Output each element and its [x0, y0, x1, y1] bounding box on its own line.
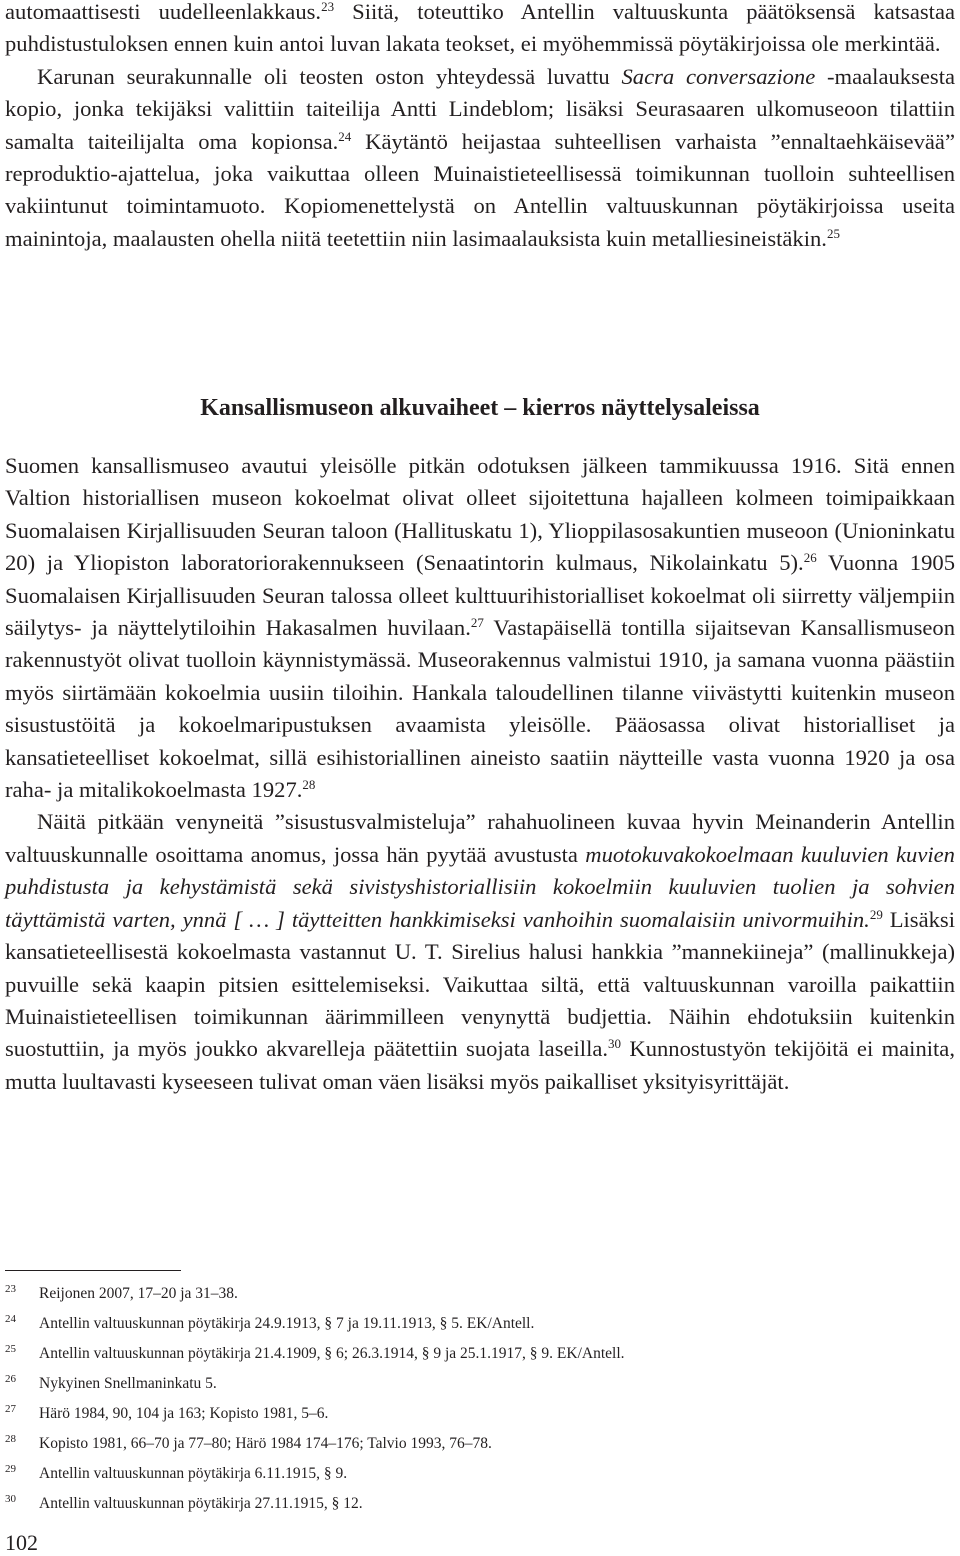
footnote [5, 1282, 955, 1312]
footnote-number: 27 [5, 1403, 16, 1415]
italic-quote: muotokuvakokoelmaan kuuluvien kuvien puhdistusta ja kehystämistä sekä sivistyshistoriallisiin kokoelmiin kuuluvien tuolien ja sohvien täyttämistä varten, ynnä [ … ] täytteitten hankkimiseksi vanhoihin suomalaisiin univormuihin. [5, 841, 955, 932]
text-run: Siitä, toteuttiko Antellin valtuuskunta päätöksensä katsastaa puhdistustuloksen ennen kuin antoi luvan lakata teokset, ei myöhemmissä pöytäkirjoissa ole merkintää. [5, 0, 956, 57]
footnote-ref-23[interactable]: 23 [321, 0, 335, 14]
footnote-text: Härö 1984, 90, 104 ja 163; Kopisto 1981, 5–6. [39, 1405, 329, 1422]
footnote [5, 1432, 955, 1462]
text-run: Käytäntö heijastaa suhteellisen varhaista ”ennaltaehkäisevää” reproduktio-ajattelua, joka vaikuttaa olleen Muinaistieteellisessä toimikunnan tuolloin suhteellisen vakiintunut toimintamuoto. Kopiomenettelystä on Antellin valtuuskunnan pöytäkirjoissa useita mainintoja, maalausten ohella niitä teetettiin niin lasimaalauksista kuin metalliesineistäkin. [5, 128, 955, 251]
footnote-text: Reijonen 2007, 17–20 ja 31–38. [39, 1285, 238, 1302]
footnote-text: Nykyinen Snellmaninkatu 5. [39, 1375, 217, 1392]
footnote-ref-30[interactable]: 30 [608, 1036, 622, 1052]
footnote [5, 1402, 955, 1432]
footnote [5, 1372, 955, 1402]
page-number: 102 [5, 1530, 38, 1555]
footnote-ref-24[interactable]: 24 [338, 128, 352, 144]
footnote-number: 28 [5, 1433, 16, 1445]
footnote [5, 1462, 955, 1492]
footnote-text: Antellin valtuuskunnan pöytäkirja 27.11.1915, § 12. [39, 1495, 363, 1512]
footnote-number: 25 [5, 1343, 16, 1355]
italic-title: Sacra conversazione [621, 63, 816, 89]
footnote-number: 30 [5, 1493, 16, 1505]
footnote-number: 29 [5, 1463, 16, 1475]
footnote-text: Antellin valtuuskunnan pöytäkirja 21.4.1909, § 6; 26.3.1914, § 9 ja 25.1.1917, § 9. EK/Antell. [39, 1345, 625, 1362]
footnote-separator [5, 1270, 181, 1271]
text-run: Karunan seurakunnalle oli teosten oston yhteydessä luvattu [37, 63, 622, 89]
footnote-text: Antellin valtuuskunnan pöytäkirja 6.11.1915, § 9. [39, 1465, 348, 1482]
text-run: Vastapäisellä tontilla sijaitsevan Kansallismuseon rakennustyöt olivat tuolloin käynnistymässä. Museorakennus valmistui 1910, ja samana vuonna päästiin myös siirtämään kokoelmia uusiin tiloihin. Hankala taloudellinen tilanne viivästytti kuitenkin museon sisustustöitä ja kokoelmaripustuksen avaamista yleisölle. Pääosassa olivat historialliset ja kansatieteelliset kokoelmat, sillä esihistoriallinen aineisto saatiin näytteille vasta vuonna 1920 ja osa raha- ja mitalikokoelmasta 1927. [5, 615, 955, 803]
text-run: Vuonna 1905 Suomalaisen Kirjallisuuden Seuran talossa olleet kulttuurihistorialliset kokoelmat oli siirretty väljempiin säilytys- ja näyttelytiloihin Hakasalmen huvilaan. [5, 550, 955, 641]
footnote-ref-25[interactable]: 25 [826, 225, 840, 241]
paragraph-antell-copies [5, 0, 955, 255]
text-run: Kunnostustyön tekijöitä ei mainita, mutta luultavasti kyseeseen tulivat oman väen lisäksi myös paikalliset yksityisyrittäjät. [5, 1036, 955, 1094]
footnote-ref-27[interactable]: 27 [470, 615, 484, 631]
text-run: Suomen kansallismuseo avautui yleisölle pitkän odotuksen jälkeen tammikuussa 1916. Sitä ennen Valtion historiallisen museon kokoelmat olivat olleet sijoitettuna hajalleen kolmeen toimipaikkaan Suomalaisen Kirjallisuuden Seuran taloon (Hallituskatu 1), Ylioppilasosakuntien museoon (Unioninkatu 20) ja Yliopiston laboratoriorakennukseen (Senaatintorin kulmaus, Nikolainkatu 5). [5, 453, 955, 576]
footnote-ref-26[interactable]: 26 [803, 550, 817, 566]
footnote-number: 26 [5, 1373, 16, 1385]
section-heading: Kansallismuseon alkuvaiheet – kierros näyttelysaleissa [200, 395, 760, 421]
footnotes [5, 1282, 955, 1522]
footnote-text: Kopisto 1981, 66–70 ja 77–80; Härö 1984 174–176; Talvio 1993, 76–78. [39, 1435, 492, 1452]
text-run: -maalauksesta kopio, jonka tekijäksi valittiin taiteilija Antti Lindeblom; lisäksi Seurasaaren ulkomuseoon tilattiin samalta taiteilijalta oma kopionsa. [5, 63, 955, 154]
footnote-ref-29[interactable]: 29 [869, 906, 883, 922]
footnote-ref-28[interactable]: 28 [302, 777, 316, 793]
text-run: automaattisesti uudelleenlakkaus. [5, 0, 322, 24]
paragraph-national-museum [5, 450, 955, 1098]
footnote [5, 1312, 955, 1342]
footnote-number: 24 [5, 1313, 16, 1325]
text-run: Näitä pitkään venyneitä ”sisustusvalmisteluja” rahahuolineen kuvaa hyvin Meinanderin Antellin valtuuskunnalle osoittama anomus, jossa hän pyytää avustusta [5, 809, 955, 867]
footnote-text: Antellin valtuuskunnan pöytäkirja 24.9.1913, § 7 ja 19.11.1913, § 5. EK/Antell. [39, 1315, 535, 1332]
footnote [5, 1342, 955, 1372]
footnote [5, 1492, 955, 1522]
text-run: Lisäksi kansatieteellisestä kokoelmasta vastannut U. T. Sirelius halusi hankkia ”mannekiineja” (mallinukkeja) puvuille sekä kaapin pitsien esittelemiseksi. Vaikuttaa siltä, että valtuuskunnan varoilla paikattiin Muinaistieteellisen toimikunnan äärimmilleen venynyttä budjettia. Näihin ehdotuksiin kuitenkin suostuttiin, ja myös joukko akvarelleja päätettiin suojata laseilla. [5, 906, 955, 1062]
footnote-number: 23 [5, 1283, 16, 1295]
